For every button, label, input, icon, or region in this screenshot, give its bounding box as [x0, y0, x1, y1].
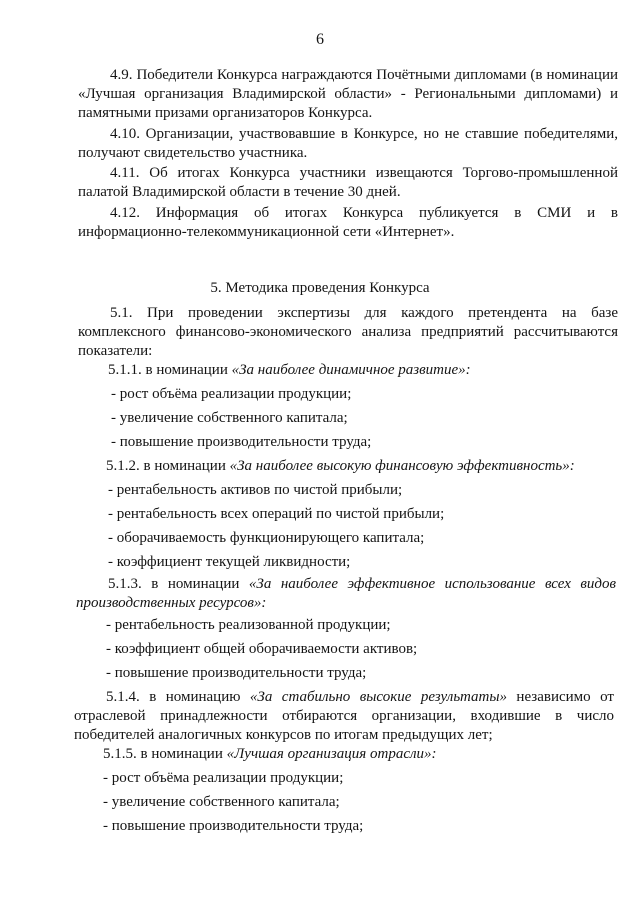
list-item: - повышение производительности труда;: [103, 818, 364, 834]
paragraph-4-9: 4.9. Победители Конкурса награждаются Почётными дипломами (в номинации «Лучшая организация Владимирской области» - Региональными дипломами) и памятными призами организаторов Конкурса.: [78, 67, 618, 121]
nomination-title: «Лучшая организация отрасли»:: [226, 746, 437, 762]
list-item: - рост объёма реализации продукции;: [103, 770, 344, 786]
nomination-title: «За наиболее эффективное использование всех видов производственных ресурсов»:: [76, 576, 616, 611]
paragraph-5-1: 5.1. При проведении экспертизы для каждого претендента на базе комплексного финансово-экономического анализа предприятий рассчитываются показатели:: [78, 305, 618, 359]
nomination-prefix: 5.1.2. в номинации: [106, 458, 230, 474]
list-item: - увеличение собственного капитала;: [111, 410, 348, 426]
list-item: - коэффициент текущей ликвидности;: [108, 554, 351, 570]
nomination-5-1-3: [76, 575, 616, 613]
nomination-prefix: 5.1.4. в номинацию: [106, 689, 250, 705]
paragraph-4-11: 4.11. Об итогах Конкурса участники извещаются Торгово-промышленной палатой Владимирской области в течение 30 дней.: [78, 165, 618, 200]
nomination-5-1-5: [103, 745, 437, 764]
nomination-description: независимо от отраслевой принадлежности отбираются организации, входившие в число победителей аналогичных конкурсов по итогам предыдущих лет;: [74, 689, 614, 743]
nomination-title: «За наиболее высокую финансовую эффективность»:: [229, 458, 575, 474]
list-item: - рентабельность активов по чистой прибыли;: [108, 482, 403, 498]
paragraph-4-12: 4.12. Информация об итогах Конкурса публикуется в СМИ и в информационно-телекоммуникационной сети «Интернет».: [78, 205, 618, 240]
nomination-title: «За наиболее динамичное развитие»:: [231, 362, 471, 378]
list-item: - повышение производительности труда;: [106, 665, 367, 681]
list-item: - коэффициент общей оборачиваемости активов;: [106, 641, 418, 657]
list-item: - оборачиваемость функционирующего капитала;: [108, 530, 425, 546]
list-item: - увеличение собственного капитала;: [103, 794, 340, 810]
list-item: - повышение производительности труда;: [111, 434, 372, 450]
nomination-5-1-4: [74, 688, 614, 745]
paragraph-4-10: 4.10. Организации, участвовавшие в Конкурсе, но не ставшие победителями, получают свидетельство участника.: [78, 126, 618, 161]
section-heading: 5. Методика проведения Конкурса: [210, 280, 430, 296]
list-item: - рост объёма реализации продукции;: [111, 386, 352, 402]
list-item: - рентабельность реализованной продукции;: [106, 617, 391, 633]
page-number: 6: [316, 31, 324, 48]
nomination-prefix: 5.1.3. в номинации: [108, 576, 249, 592]
nomination-title: «За стабильно высокие результаты»: [249, 689, 507, 705]
nomination-5-1-2: [106, 457, 575, 476]
nomination-prefix: 5.1.1. в номинации: [108, 362, 232, 378]
list-item: - рентабельность всех операций по чистой прибыли;: [108, 506, 445, 522]
nomination-prefix: 5.1.5. в номинации: [103, 746, 227, 762]
nomination-5-1-1: [108, 361, 471, 380]
